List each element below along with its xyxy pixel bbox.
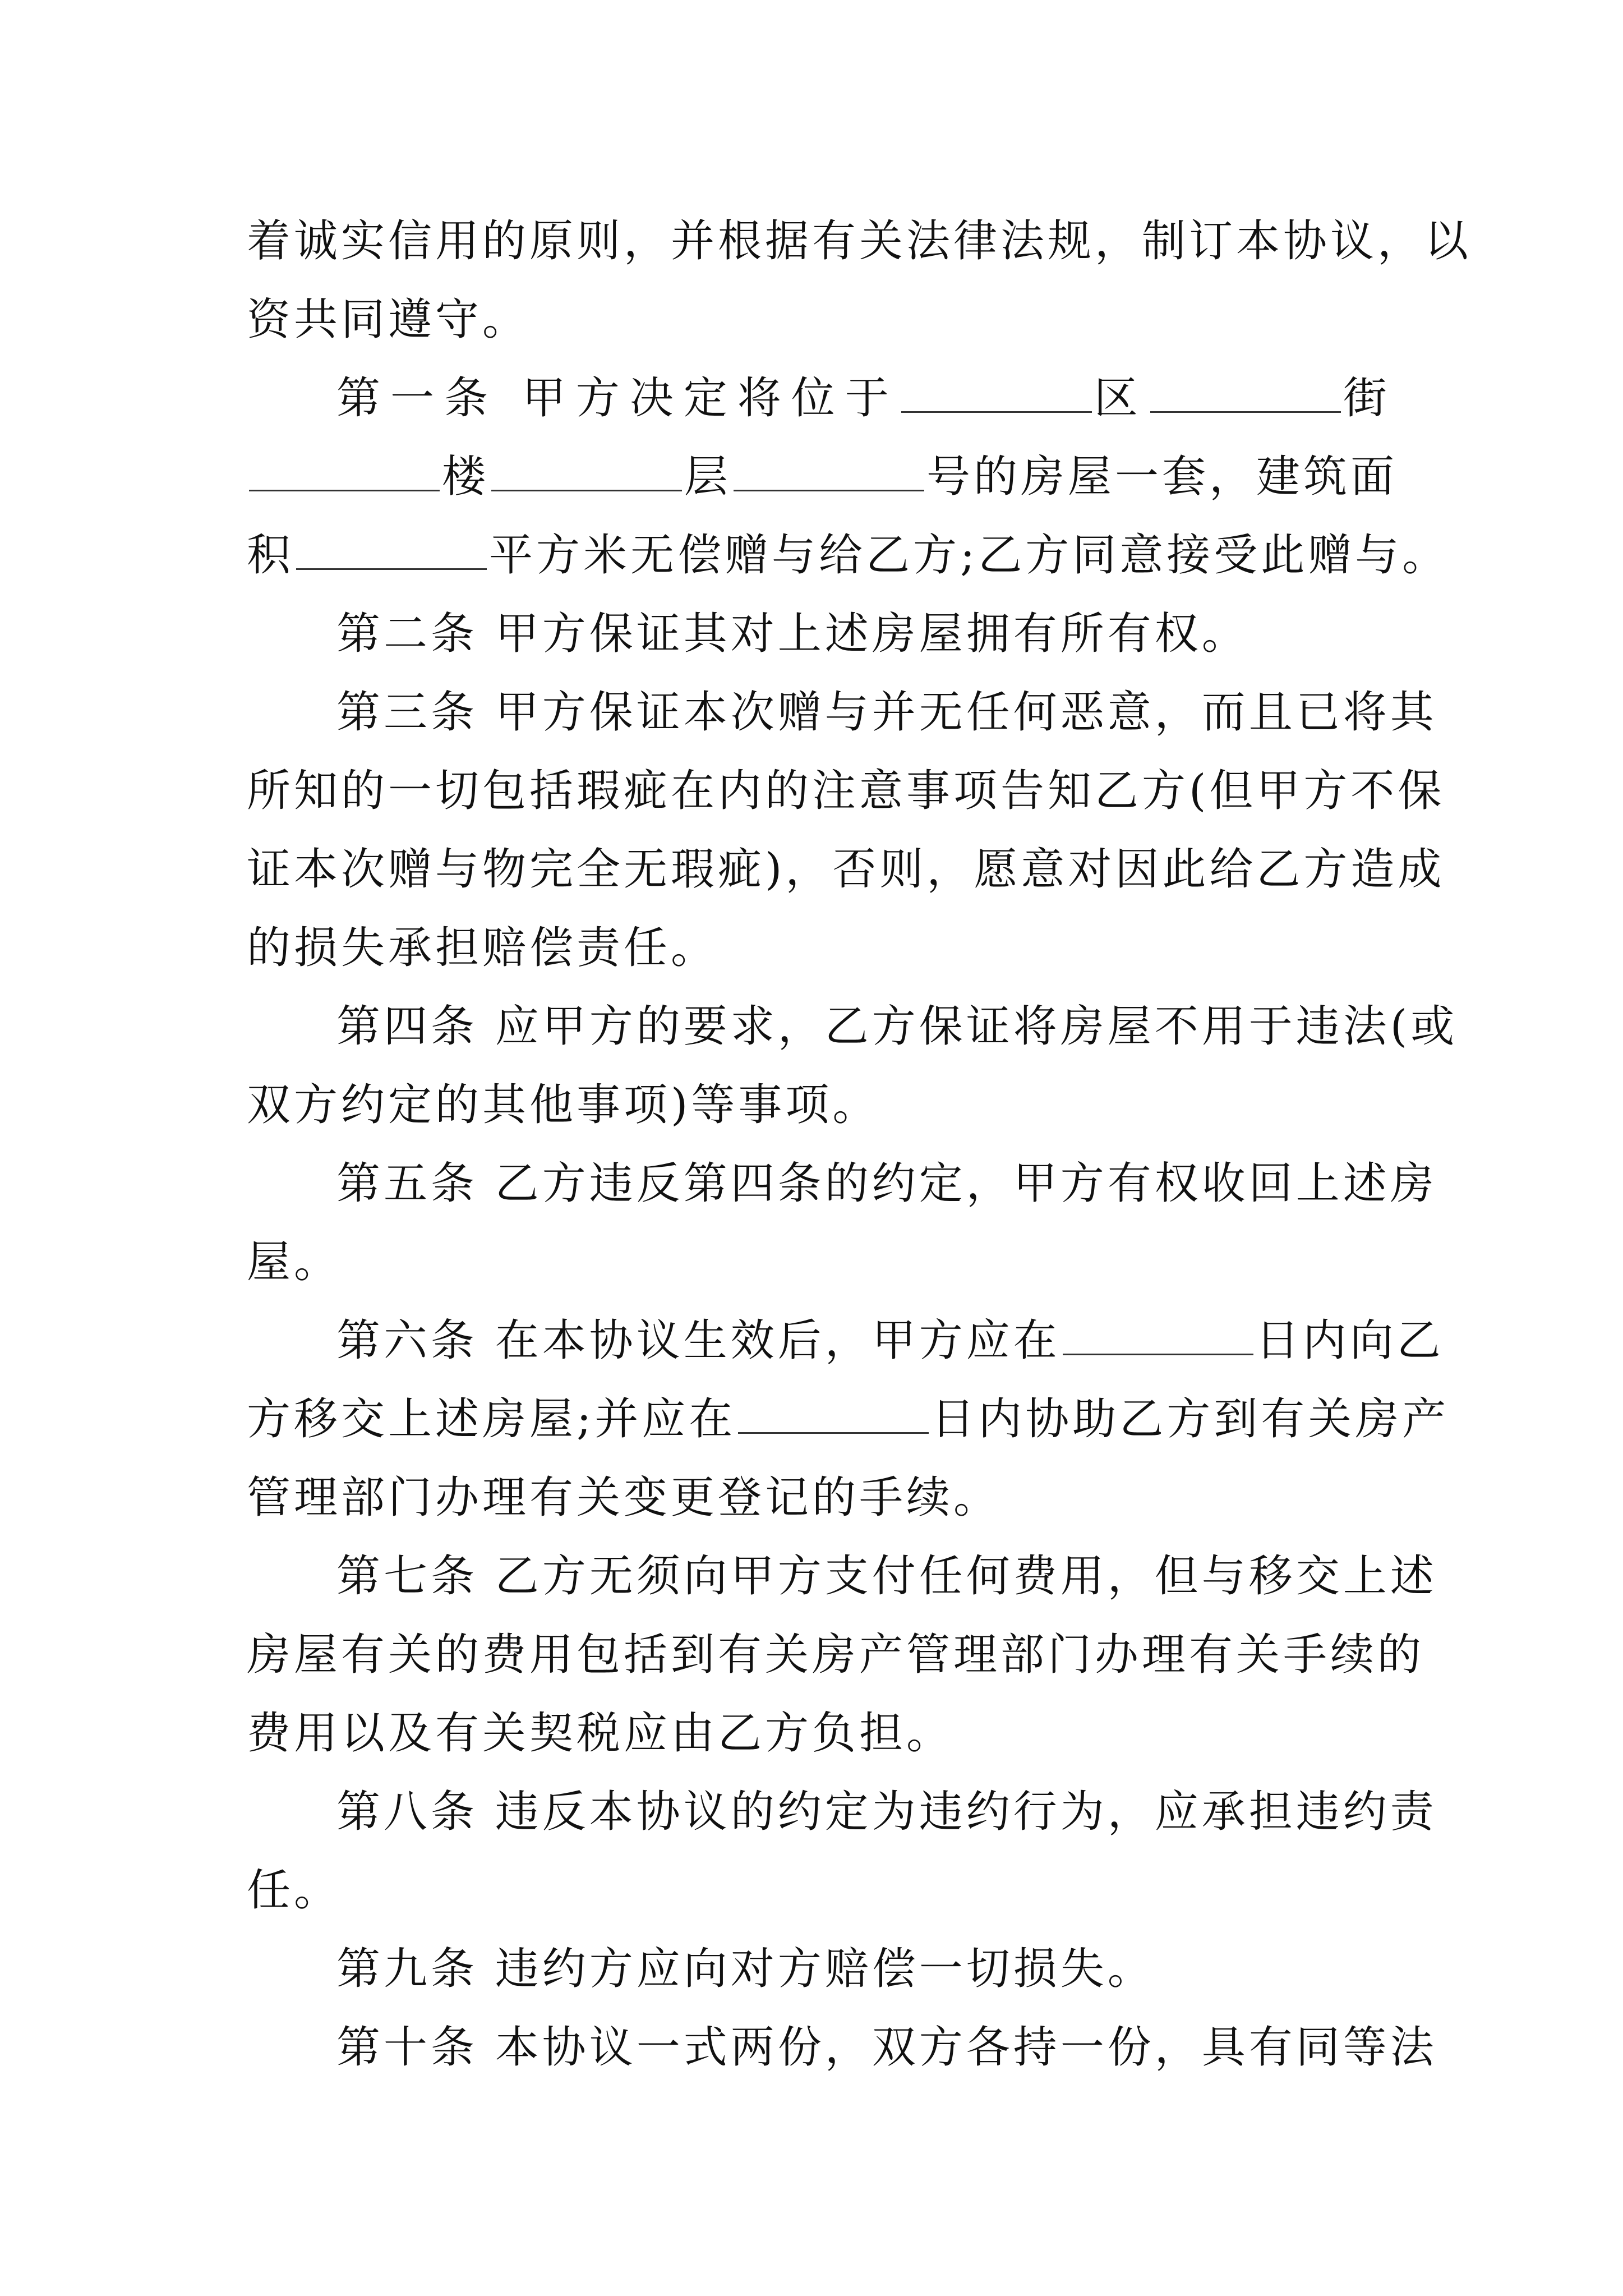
article-6-text: 日内向乙: [1255, 1315, 1444, 1366]
article-1-text: 区: [1094, 373, 1148, 424]
blank-field: [1150, 367, 1341, 413]
article-2: 第二条 甲方保证其对上述房屋拥有所有权。: [336, 609, 1249, 659]
article-8: 第八条 违反本协议的约定为违约行为，应承担违约责: [336, 1787, 1437, 1837]
blank-field: [734, 446, 924, 491]
text-line: 着诚实信用的原则，并根据有关法律法规，制订本协议，以: [247, 216, 1472, 266]
article-10: 第十条 本协议一式两份，双方各持一份，具有同等法: [336, 2022, 1437, 2073]
text-line: 所知的一切包括瑕疵在内的注意事项告知乙方(但甲方不保: [247, 766, 1445, 816]
blank-field: [249, 446, 440, 491]
article-1-text: 号的房屋一套，建筑面: [926, 452, 1398, 502]
article-4: 第四条 应甲方的要求，乙方保证将房屋不用于违法(或: [336, 1001, 1458, 1052]
article-1-text: 平方米无偿赠与给乙方;乙方同意接受此赠与。: [489, 530, 1450, 581]
text-line: 证本次赠与物完全无瑕疵)，否则，愿意对因此给乙方造成: [247, 844, 1445, 895]
article-6-line-2: [247, 1380, 1450, 1458]
article-9: 第九条 违约方应向对方赔偿一切损失。: [336, 1944, 1155, 1994]
article-1-line-3: [247, 516, 1450, 595]
article-1-line-1: [336, 359, 1486, 438]
article-6-line-1: [336, 1301, 1486, 1380]
text-line: 任。: [247, 1865, 342, 1916]
article-6-text: 第六条 在本协议生效后，甲方应在: [336, 1315, 1061, 1366]
article-7: 第七条 乙方无须向甲方支付任何费用，但与移交上述: [336, 1551, 1437, 1602]
article-1-line-2: [247, 438, 1396, 516]
text-line: 管理部门办理有关变更登记的手续。: [247, 1473, 1001, 1523]
text-line: 费用以及有关契税应由乙方负担。: [247, 1708, 954, 1759]
blank-field: [901, 367, 1092, 413]
article-1-text: 楼: [442, 452, 490, 502]
article-1-text: 街: [1343, 373, 1397, 424]
text-line: 的损失承担赔偿责任。: [247, 923, 718, 973]
text-line: 资共同遵守。: [247, 295, 530, 345]
article-6-text: 日内协助乙方到有关房产: [931, 1394, 1450, 1444]
text-line: 屋。: [247, 1237, 342, 1287]
blank-field: [491, 446, 682, 491]
blank-field: [1063, 1310, 1253, 1355]
article-1-text: 积: [247, 530, 294, 581]
article-1-text: 第一条 甲方决定将位于: [336, 373, 899, 424]
blank-field: [296, 524, 487, 570]
text-line: 房屋有关的费用包括到有关房产管理部门办理有关手续的: [247, 1630, 1425, 1680]
article-1-text: 层: [684, 452, 732, 502]
article-5: 第五条 乙方违反第四条的约定，甲方有权收回上述房: [336, 1158, 1437, 1209]
article-3: 第三条 甲方保证本次赠与并无任何恶意，而且已将其: [336, 687, 1437, 738]
blank-field: [738, 1388, 929, 1434]
text-line: 双方约定的其他事项)等事项。: [247, 1080, 880, 1130]
article-6-text: 方移交上述房屋;并应在: [247, 1394, 736, 1444]
